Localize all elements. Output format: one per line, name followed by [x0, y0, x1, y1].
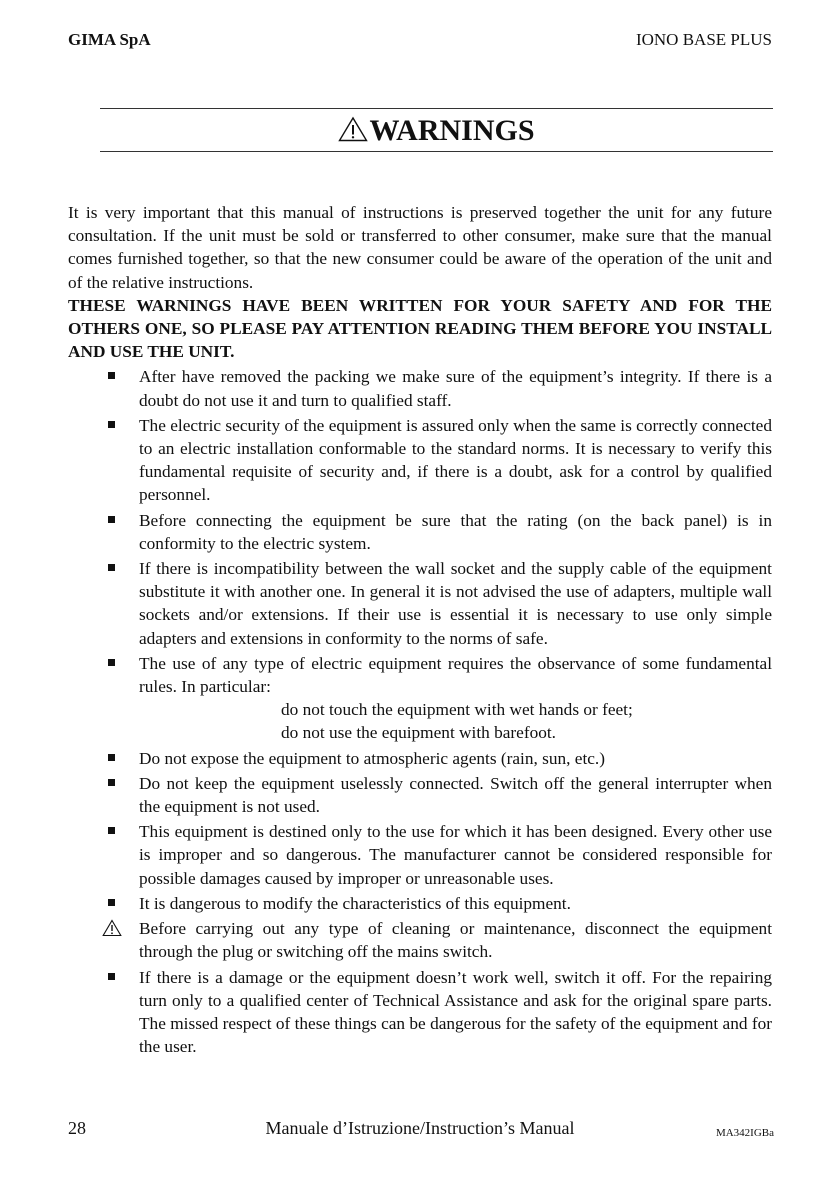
square-bullet-icon: [106, 892, 126, 915]
square-bullet-icon: [106, 509, 126, 532]
header-company: GIMA SpA: [68, 30, 151, 49]
warnings-body: [68, 201, 772, 1060]
page-number: 28: [68, 1118, 86, 1138]
square-bullet-icon: [106, 772, 126, 795]
list-item: It is dangerous to modify the characteristics of this equipment.: [68, 892, 772, 915]
intro-paragraph: It is very important that this manual of instructions is preserved together the unit for any future consultation. If the unit must be sold or transferred to other consumer, make sure that the manual comes furnished together, so that the new consumer could be aware of the operation of the unit and of the relative instructions.: [68, 203, 772, 292]
sub-rule: do not touch the equipment with wet hands or feet;: [281, 700, 633, 720]
square-bullet-icon: [106, 365, 126, 388]
square-bullet-icon: [106, 966, 126, 989]
title-bottom-rule: [100, 151, 773, 152]
warning-triangle-icon: [338, 114, 369, 147]
page-title-block: [100, 113, 773, 149]
square-bullet-icon: [106, 747, 126, 770]
list-item: Before carrying out any type of cleaning or maintenance, disconnect the equipment through the plug or switching off the mains switch.: [68, 917, 772, 963]
square-bullet-icon: [106, 414, 126, 437]
list-item: Before connecting the equipment be sure that the rating (on the back panel) is in conformity to the electric system.: [68, 509, 772, 555]
square-bullet-icon: [106, 557, 126, 580]
sub-rule: do not use the equipment with barefoot.: [281, 723, 556, 743]
list-item: The electric security of the equipment is assured only when the same is correctly connected to an electric installation conformable to the standard norms. It is necessary to verify this fundamental requisite of security and, if there is a doubt, ask for a control by qualified personnel.: [68, 414, 772, 507]
header-product: IONO BASE PLUS: [635, 30, 772, 49]
safety-notice: THESE WARNINGS HAVE BEEN WRITTEN FOR YOUR SAFETY AND FOR THE OTHERS ONE, SO PLEASE PAY ATTENTION READING THEM BEFORE YOU INSTALL AND USE THE UNIT.: [68, 295, 772, 362]
square-bullet-icon: [106, 820, 126, 843]
document-code: MA342IGBa: [715, 1127, 774, 1139]
list-item: If there is a damage or the equipment doesn’t work well, switch it off. For the repairing turn only to a qualified center of Technical Assistance and ask for the original spare parts. The missed respect of these things can be dangerous for the safety of the equipment and for the user.: [68, 966, 772, 1059]
title-top-rule: [100, 108, 773, 109]
list-item: Do not expose the equipment to atmospheric agents (rain, sun, etc.): [68, 747, 772, 770]
list-item: This equipment is destined only to the use for which it has been designed. Every other use is improper and so dangerous. The manufacturer cannot be considered responsible for possible damages caused by improper or unreasonable uses.: [68, 820, 772, 890]
list-item: Do not keep the equipment uselessly connected. Switch off the general interrupter when the equipment is not used.: [68, 772, 772, 818]
page-title: WARNINGS: [369, 114, 535, 147]
list-item: If there is incompatibility between the wall socket and the supply cable of the equipment substitute it with another one. In general it is not advised the use of adapters, multiple wall sockets and/or extensions. If their use is essential it is necessary to use only simple adapters and extensions in conformity to the norms of safe.: [68, 557, 772, 650]
warning-triangle-icon: [102, 919, 122, 942]
list-item: After have removed the packing we make sure of the equipment’s integrity. If there is a doubt do not use it and turn to qualified staff.: [68, 365, 772, 411]
square-bullet-icon: [106, 652, 126, 675]
list-item: The use of any type of electric equipment requires the observance of some fundamental rules. In particular: do not touch the equipment with wet hands or feet; do not use the equipment with barefoot.: [68, 652, 772, 745]
warnings-list: [68, 365, 772, 1058]
manual-title: Manuale d’Istruzione/Instruction’s Manual: [265, 1118, 575, 1138]
